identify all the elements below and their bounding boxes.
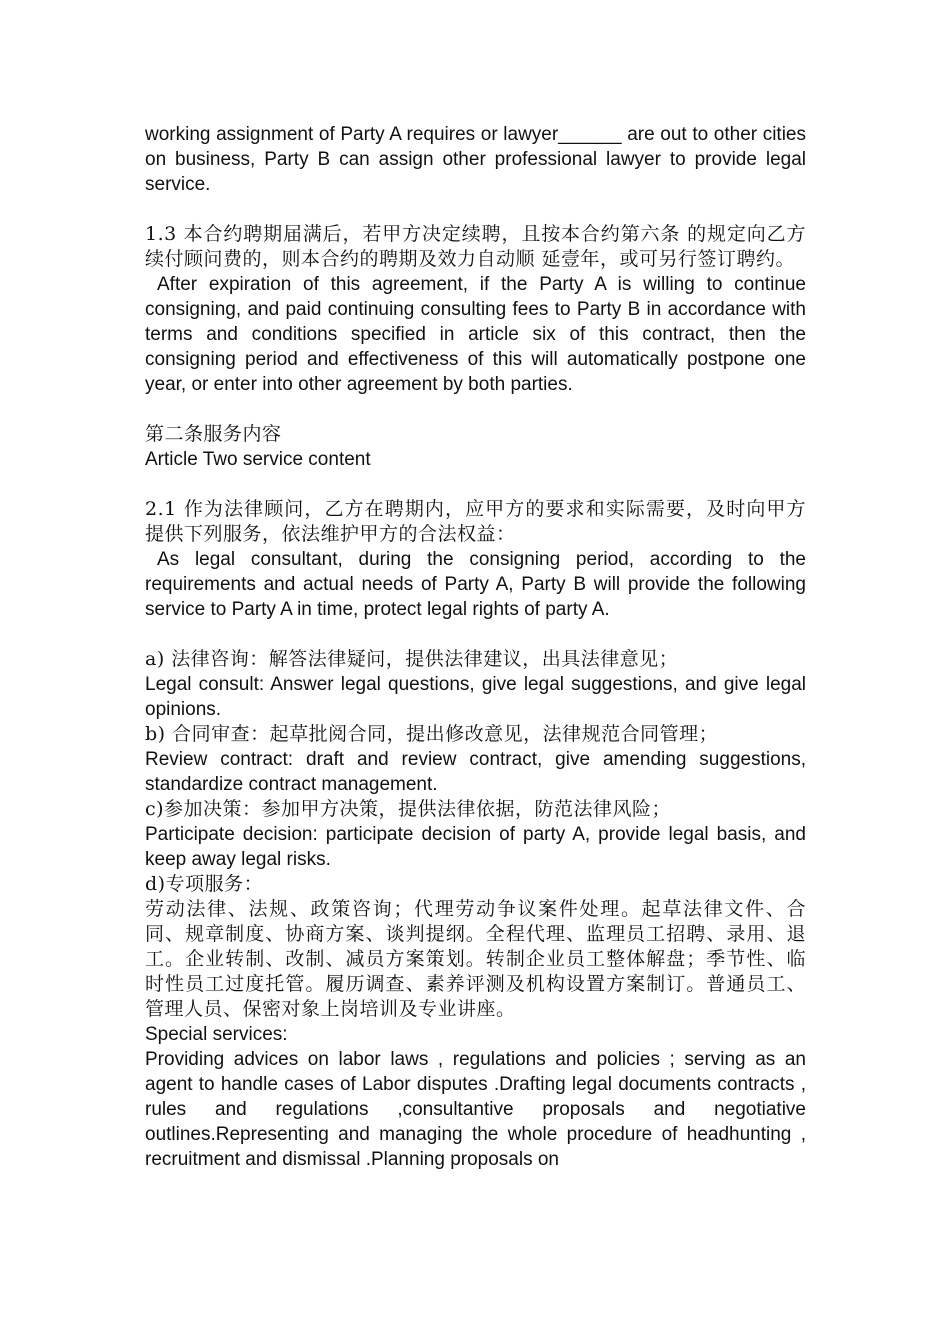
special-services-en: Providing advices on labor laws , regulations and policies ; serving as an agent to handle cases of Labor disputes .Drafting legal documents contracts , rules and regulations ,consultantive proposals and negotiative outlines.Representing and managing the whole procedure of headhunting , recruitment and dismissal .Planning proposals on bbox=[145, 1049, 806, 1170]
special-services-zh: 劳动法律、法规、政策咨询；代理劳动争议案件处理。起草法律文件、合同、规章制度、协商方案、谈判提纲。全程代理、监理员工招聘、录用、退工。企业转制、改制、减员方案策划。转制企业员工整体解盘；季节性、临时性员工过度托管。履历调查、素养评测及机构设置方案制订。普通员工、管理人员、保密对象上岗培训及专业讲座。 bbox=[145, 898, 806, 1020]
spacer bbox=[145, 197, 806, 222]
paragraph-assignment-en: working assignment of Party A requires or lawyer______ are out to other cities on business, Party B can assign other professional lawyer to provide legal service. bbox=[145, 124, 806, 195]
item-c-zh: c)参加决策：参加甲方决策，提供法律依据，防范法律风险； bbox=[145, 798, 672, 820]
article-two-heading-zh: 第二条服务内容 bbox=[145, 423, 282, 445]
clause-2-1-en: As legal consultant, during the consigning period, according to the requirements and actual needs of Party A, Party B will provide the following service to Party A in time, protect legal rights of party A. bbox=[145, 549, 806, 620]
spacer bbox=[145, 622, 806, 647]
clause-2-1-zh: 2.1 作为法律顾问，乙方在聘期内，应甲方的要求和实际需要，及时向甲方提供下列服务，依法维护甲方的合法权益： bbox=[145, 498, 806, 545]
item-c-en: Participate decision: participate decision of party A, provide legal basis, and keep away legal risks. bbox=[145, 824, 806, 870]
item-b-en: Review contract: draft and review contract, give amending suggestions, standardize contract management. bbox=[145, 749, 806, 795]
document-body bbox=[145, 122, 806, 1172]
article-two-heading-en: Article Two service content bbox=[145, 449, 371, 470]
spacer bbox=[145, 397, 806, 422]
item-a-zh: a) 法律咨询：解答法律疑问，提供法律建议，出具法律意见； bbox=[145, 648, 679, 670]
item-d-zh: d)专项服务： bbox=[145, 873, 264, 895]
clause-1-3-zh: 1.3 本合约聘期届满后，若甲方决定续聘，且按本合约第六条 的规定向乙方续付顾问费的，则本合约的聘期及效力自动顺 延壹年，或可另行签订聘约。 bbox=[145, 223, 806, 270]
special-services-heading-en: Special services: bbox=[145, 1024, 288, 1045]
item-b-zh: b) 合同审查：起草批阅合同，提出修改意见，法律规范合同管理； bbox=[145, 723, 719, 745]
clause-1-3-en: After expiration of this agreement, if the Party A is willing to continue consigning, and paid continuing consulting fees to Party B in accordance with terms and conditions specified in article six of this contract, then the consigning period and effectiveness of this will automatically postpone one year, or enter into other agreement by both parties. bbox=[145, 274, 806, 395]
spacer bbox=[145, 472, 806, 497]
item-a-en: Legal consult: Answer legal questions, give legal suggestions, and give legal opinions. bbox=[145, 674, 806, 720]
